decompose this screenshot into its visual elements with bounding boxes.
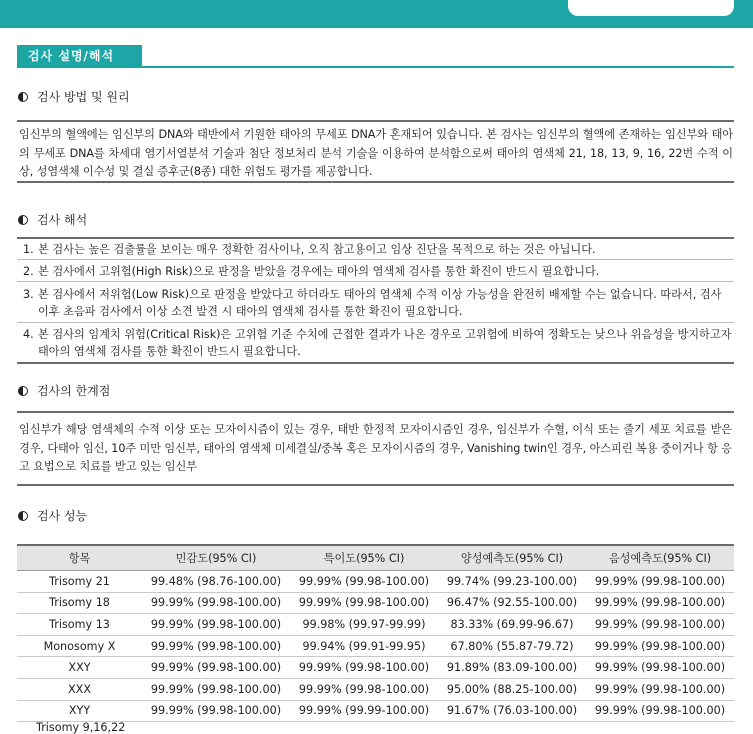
limitations-text: 임신부가 해당 염색체의 수적 이상 또는 모자이시즘이 있는 경우, 태반 한정적 모자이시즘인 경우, 임신부가 수혈, 이식 또는 줄기 세포 치료를 받은 경우, 다태아 임신, 10주 미만 임신부, 태아의 염색체 미세결실/중복 혹은 모자이시즘의 경우, Vanishing twin인 경우, 아스피린 복용 중이거나 항 응고 요법으로 치료를 받고 있는 임신부 [19, 423, 732, 473]
column-header: 민감도(95% CI) [142, 545, 290, 571]
table-cell: Trisomy 21 [17, 571, 142, 593]
list-item-number: 3. [23, 288, 34, 301]
table-cell: 99.99% (99.98-100.00) [586, 678, 734, 700]
method-rule-bottom [17, 181, 734, 183]
table-cell: 99.99% (99.98-100.00) [586, 657, 734, 679]
list-item-text: 본 검사의 임계치 위험(Critical Risk)은 고위험 기준 수치에 근접한 결과가 나온 경우로 고위험에 비하여 정확도는 낮으나 위음성을 방지하고자 태아의 염색체 검사를 통한 확진이 반드시 필요합니다. [38, 328, 732, 358]
item-separator [17, 259, 734, 260]
column-header: 음성예측도(95% CI) [586, 545, 734, 571]
table-cell: 67.80% (55.87-79.72) [438, 635, 586, 657]
column-header: 양성예측도(95% CI) [438, 545, 586, 571]
section-title: 검사 설명/해석 [17, 45, 142, 67]
table-header-row [17, 545, 734, 571]
interpretation-heading-text: 검사 해석 [37, 213, 88, 227]
table-cell: 99.99% (99.99-100.00) [290, 700, 438, 722]
table-cell: 95.00% (88.25-100.00) [438, 678, 586, 700]
performance-heading-text: 검사 성능 [37, 509, 88, 523]
list-item [23, 326, 733, 360]
table-cell: 99.99% (99.98-100.00) [142, 678, 290, 700]
list-item [23, 264, 733, 280]
table-cell: Trisomy 18 [17, 592, 142, 614]
table-cell: 91.67% (76.03-100.00) [438, 700, 586, 722]
table-cell: 83.33% (69.99-96.67) [438, 614, 586, 636]
table-cell: 99.99% (99.98-100.00) [142, 614, 290, 636]
table-row [17, 700, 734, 722]
list-item-number: 1. [23, 243, 34, 256]
list-item [23, 242, 733, 258]
method-heading [18, 88, 130, 106]
table-cell: 99.98% (99.97-99.99) [290, 614, 438, 636]
list-item-number: 2. [23, 265, 34, 278]
top-tab [568, 0, 734, 16]
table-cell: 99.94% (99.91-99.95) [290, 635, 438, 657]
table-cell: XXY [17, 657, 142, 679]
table-cell: 99.99% (99.98-100.00) [142, 592, 290, 614]
method-heading-text: 검사 방법 및 원리 [37, 90, 130, 104]
item-separator [17, 281, 734, 282]
table-cell: Trisomy 13 [17, 614, 142, 636]
table-cell: 99.99% (99.98-100.00) [586, 700, 734, 722]
half-circle-icon [18, 511, 28, 521]
table-cell: 99.48% (98.76-100.00) [142, 571, 290, 593]
table-row [17, 614, 734, 636]
table-row [17, 635, 734, 657]
partial-table-row: Trisomy 9,16,22 [36, 721, 126, 734]
method-text: 임신부의 혈액에는 임신부의 DNA와 태반에서 기원한 태아의 무세포 DNA가 혼재되어 있습니다. 본 검사는 임신부의 혈액에 존재하는 임신부와 태아의 무세포 DNA를 차세대 염기서열분석 기술과 첨단 정보처리 분석 기술을 이용하여 분석함으로써 태아의 염색체 21, 18, 13, 9, 16, 22번 수적 이상, 성염색체 이수성 및 결실 증후군(8종) 대한 위험도 평가를 제공합니다. [19, 128, 733, 178]
method-rule-top [17, 120, 734, 122]
table-row [17, 657, 734, 679]
half-circle-icon [18, 215, 28, 225]
column-header: 항목 [17, 545, 142, 571]
table-cell: 99.99% (99.98-100.00) [142, 700, 290, 722]
performance-heading [18, 507, 87, 525]
table-cell: 99.99% (99.98-100.00) [586, 571, 734, 593]
interpretation-heading [18, 211, 87, 229]
list-item-number: 4. [23, 328, 34, 341]
table-row [17, 571, 734, 593]
table-cell: 91.89% (83.09-100.00) [438, 657, 586, 679]
table-cell: 99.99% (99.98-100.00) [586, 592, 734, 614]
table-cell: Monosomy X [17, 635, 142, 657]
table-cell: 99.99% (99.98-100.00) [586, 614, 734, 636]
table-cell: XXX [17, 678, 142, 700]
table-cell: 99.99% (99.98-100.00) [142, 635, 290, 657]
limitations-box [17, 411, 734, 486]
list-item-text: 본 검사에서 고위험(High Risk)으로 판정을 받았을 경우에는 태아의 염색체 검사를 통한 확진이 반드시 필요합니다. [38, 265, 600, 278]
table-cell: XYY [17, 700, 142, 722]
table-cell: 99.74% (99.23-100.00) [438, 571, 586, 593]
table-row [17, 592, 734, 614]
interpretation-rule-top [17, 237, 734, 239]
section-rule [17, 66, 734, 68]
table-cell: 99.99% (99.98-100.00) [290, 592, 438, 614]
table-cell: 99.99% (99.98-100.00) [290, 657, 438, 679]
table-cell: 99.99% (99.98-100.00) [290, 678, 438, 700]
list-item [23, 286, 733, 320]
half-circle-icon [18, 386, 28, 396]
interpretation-rule-bottom [17, 362, 734, 364]
limitations-heading [18, 382, 110, 400]
table-row [17, 678, 734, 700]
table-cell: 99.99% (99.98-100.00) [586, 635, 734, 657]
list-item-text: 본 검사에서 저위험(Low Risk)으로 판정을 받았다고 하더라도 태아의 염색체 수적 이상 가능성을 완전히 배제할 수는 없습니다. 따라서, 검사 이후 초음파 검사에서 이상 소견 발견 시 태아의 염색체 검사를 통한 확진이 필요합니다. [38, 288, 722, 318]
performance-table [17, 544, 734, 722]
table-cell: 99.99% (99.98-100.00) [142, 657, 290, 679]
table-cell: 99.99% (99.98-100.00) [290, 571, 438, 593]
limitations-heading-text: 검사의 한계점 [37, 384, 111, 398]
list-item-text: 본 검사는 높은 검출률을 보이는 매우 정확한 검사이나, 오직 참고용이고 임상 진단을 목적으로 하는 것은 아닙니다. [38, 243, 596, 256]
item-separator [17, 322, 734, 323]
column-header: 특이도(95% CI) [290, 545, 438, 571]
half-circle-icon [18, 92, 28, 102]
table-cell: 96.47% (92.55-100.00) [438, 592, 586, 614]
